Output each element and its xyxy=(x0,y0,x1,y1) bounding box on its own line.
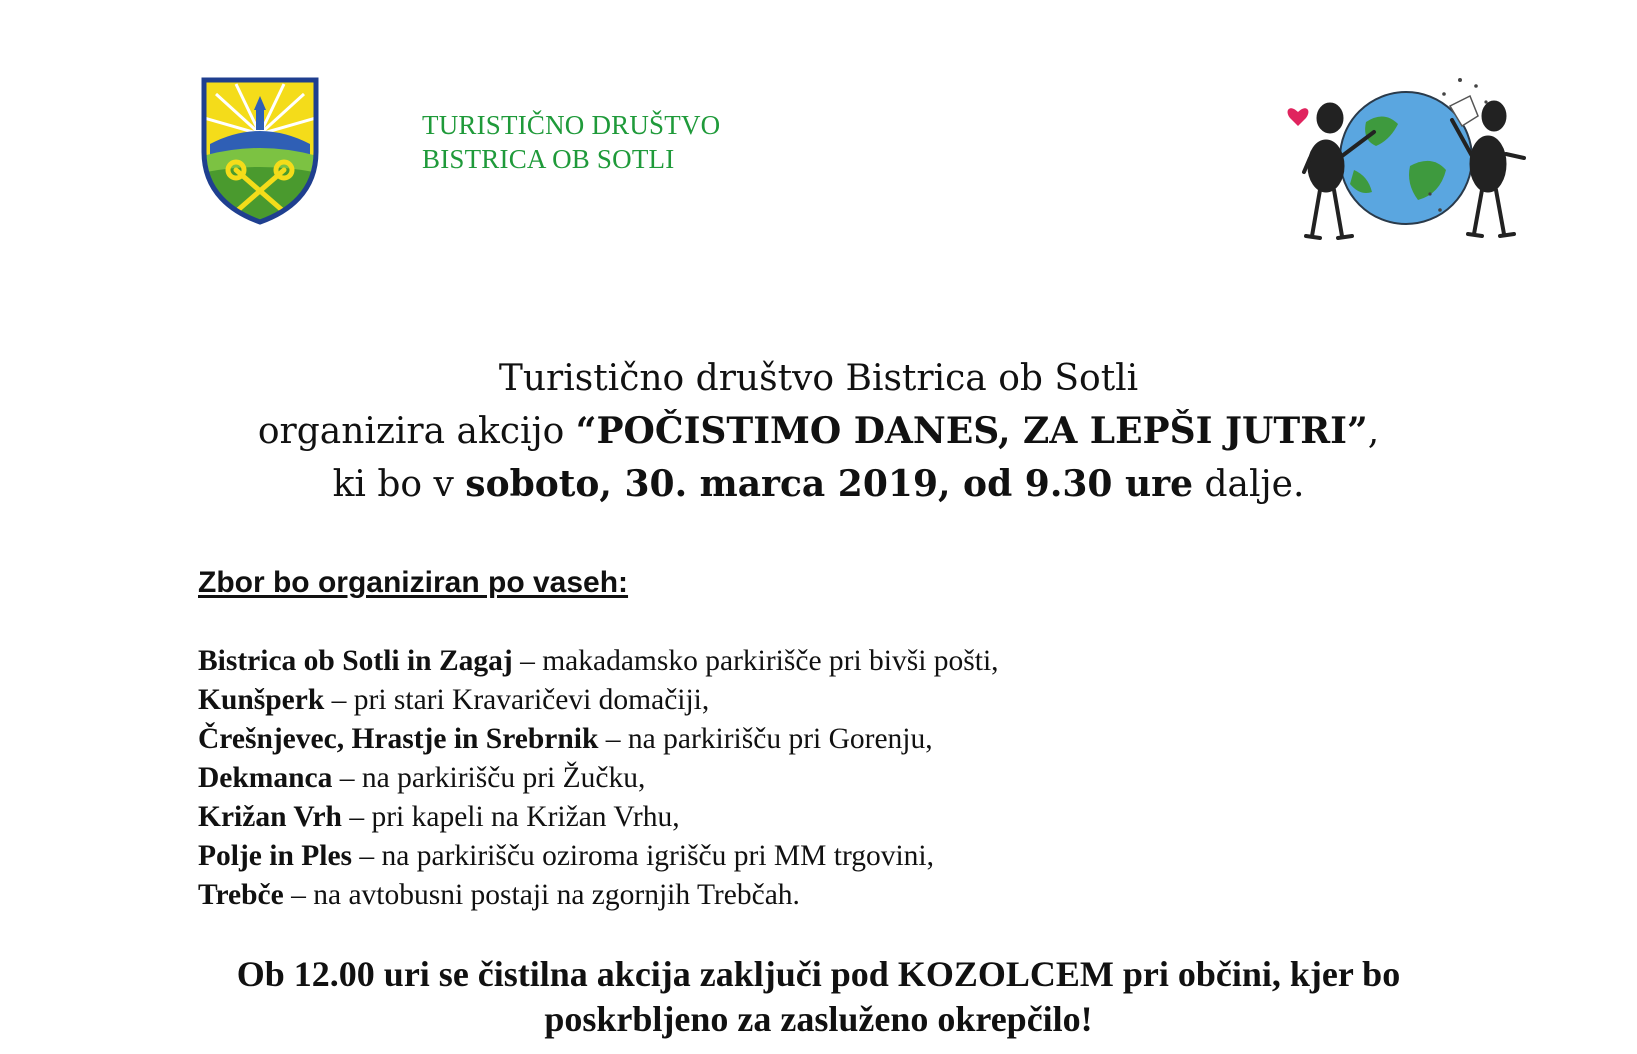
list-item xyxy=(198,876,999,915)
organization-name-line2: BISTRICA OB SOTLI xyxy=(422,144,675,174)
list-item xyxy=(198,798,999,837)
coat-of-arms-icon xyxy=(196,74,324,226)
event-date-time: soboto, 30. marca 2019, od 9.30 ure xyxy=(465,463,1194,505)
location-detail: – na parkirišču pri Gorenju, xyxy=(598,723,933,755)
closing-note xyxy=(0,952,1637,1042)
location-name: Kunšperk xyxy=(198,684,325,716)
list-item xyxy=(198,759,999,798)
location-name: Bistrica ob Sotli in Zagaj xyxy=(198,645,513,677)
location-detail: – na parkirišču oziroma igrišču pri MM trgovini, xyxy=(352,840,935,872)
meeting-points-list xyxy=(198,642,999,915)
location-detail: – pri kapeli na Križan Vrhu, xyxy=(341,801,680,833)
section-heading: Zbor bo organiziran po vaseh: xyxy=(198,566,629,599)
location-detail: – na avtobusni postaji na zgornjih Trebčah. xyxy=(283,879,800,911)
earth-cleanup-illustration-icon xyxy=(1280,66,1532,246)
closing-line1: Ob 12.00 uri se čistilna akcija zaključi pod KOZOLCEM pri občini, kjer bo xyxy=(236,954,1401,994)
list-item xyxy=(198,837,999,876)
announcement-line2 xyxy=(0,405,1637,458)
announcement xyxy=(0,352,1637,511)
location-detail: – makadamsko parkirišče pri bivši pošti, xyxy=(512,645,999,677)
list-item xyxy=(198,720,999,759)
location-name: Križan Vrh xyxy=(198,801,342,833)
announcement-line3-prefix: ki bo v xyxy=(332,464,466,505)
organization-header xyxy=(422,108,720,176)
announcement-line1: Turistično društvo Bistrica ob Sotli xyxy=(498,358,1139,399)
list-item xyxy=(198,681,999,720)
campaign-title: “POČISTIMO DANES, ZA LEPŠI JUTRI” xyxy=(575,410,1368,452)
list-item xyxy=(198,642,999,681)
location-name: Črešnjevec, Hrastje in Srebrnik xyxy=(198,723,599,755)
location-detail: – na parkirišču pri Žučku, xyxy=(332,762,646,794)
location-name: Polje in Ples xyxy=(198,840,353,872)
announcement-line3 xyxy=(0,458,1637,511)
location-name: Trebče xyxy=(198,879,284,911)
organization-name-line1: TURISTIČNO DRUŠTVO xyxy=(422,110,721,140)
location-detail: – pri stari Kravaričevi domačiji, xyxy=(324,684,710,716)
location-name: Dekmanca xyxy=(198,762,333,794)
closing-line2: poskrbljeno za zasluženo okrepčilo! xyxy=(544,999,1093,1039)
announcement-line2-suffix: , xyxy=(1367,411,1380,452)
announcement-line3-suffix: dalje. xyxy=(1193,464,1305,505)
announcement-line2-prefix: organizira akcijo xyxy=(257,411,576,452)
